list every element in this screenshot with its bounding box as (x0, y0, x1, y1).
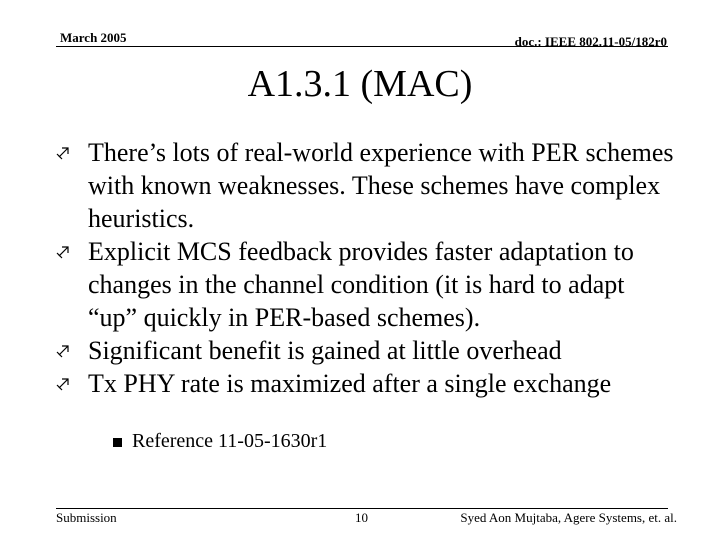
bullet-text: Tx PHY rate is maximized after a single exchange (88, 369, 612, 398)
bullet-text: Explicit MCS feedback provides faster adaptation to changes in the channel condition (it is hard to adapt “up” quickly in PER-based schemes). (88, 237, 634, 332)
footer-rule (56, 508, 668, 509)
header-doc-id: doc.: IEEE 802.11-05/182r0 (514, 34, 667, 49)
bullet-item (56, 367, 676, 400)
bullet-list (56, 136, 676, 400)
arrow-bullet-icon (56, 145, 71, 160)
sub-bullet-text: Reference 11-05-1630r1 (132, 430, 328, 452)
bullet-text: There’s lots of real-world experience with PER schemes with known weaknesses. These schemes have complex heuristics. (88, 138, 674, 233)
arrow-bullet-icon (56, 343, 71, 358)
bullet-item (56, 334, 676, 367)
arrow-bullet-icon (56, 244, 71, 259)
arrow-bullet-icon (56, 376, 71, 391)
sub-bullet-item (112, 427, 612, 455)
footer-submission: Submission (56, 510, 117, 525)
header-date: March 2005 (60, 30, 127, 45)
sub-bullet-list (112, 427, 612, 455)
page-number: 10 (355, 510, 368, 525)
bullet-text: Significant benefit is gained at little overhead (88, 336, 562, 365)
slide-title: A1.3.1 (MAC) (247, 63, 473, 105)
header-rule (56, 46, 668, 47)
bullet-item (56, 235, 676, 334)
square-bullet-icon (113, 438, 122, 447)
bullet-item (56, 136, 676, 235)
footer-author: Syed Aon Mujtaba, Agere Systems, et. al. (460, 510, 677, 525)
